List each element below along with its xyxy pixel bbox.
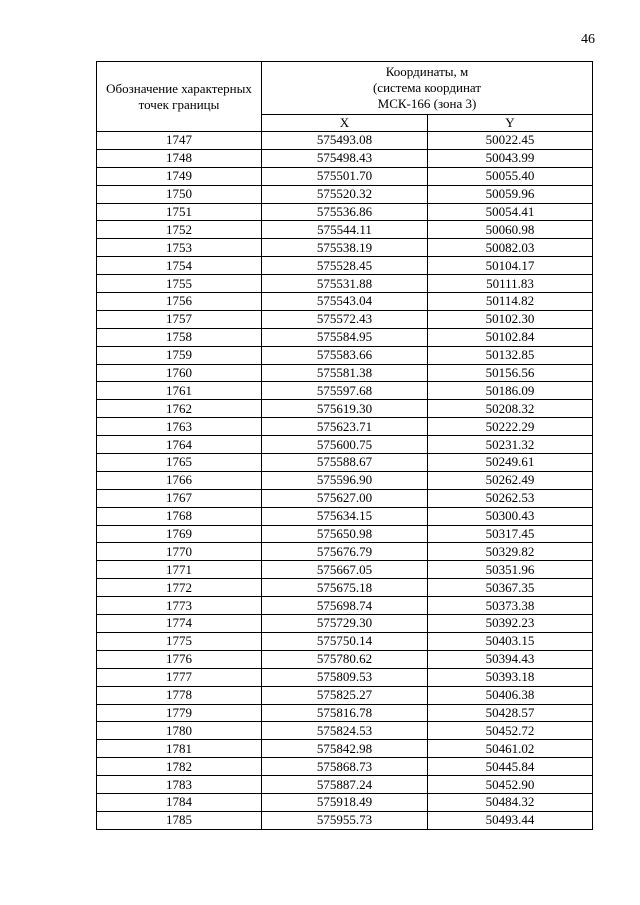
y-cell: 50392.23 [428,615,593,633]
y-cell: 50060.98 [428,221,593,239]
table-row [97,722,593,740]
x-cell: 575597.68 [262,382,428,400]
table-row [97,543,593,561]
table-row [97,704,593,722]
table-row [97,507,593,525]
point-cell: 1784 [97,793,262,811]
x-cell: 575584.95 [262,328,428,346]
x-cell: 575619.30 [262,400,428,418]
table-row [97,149,593,167]
y-cell: 50493.44 [428,811,593,829]
point-cell: 1781 [97,740,262,758]
y-cell: 50249.61 [428,454,593,472]
y-cell: 50114.82 [428,293,593,311]
point-cell: 1762 [97,400,262,418]
table-row [97,346,593,364]
y-cell: 50082.03 [428,239,593,257]
table-row [97,597,593,615]
x-cell: 575918.49 [262,793,428,811]
y-cell: 50317.45 [428,525,593,543]
x-cell: 575520.32 [262,185,428,203]
point-cell: 1776 [97,650,262,668]
y-cell: 50222.29 [428,418,593,436]
x-cell: 575531.88 [262,275,428,293]
table-row [97,471,593,489]
y-cell: 50055.40 [428,167,593,185]
y-cell: 50104.17 [428,257,593,275]
header-coordinates [262,62,593,115]
y-cell: 50452.90 [428,776,593,794]
x-cell: 575583.66 [262,346,428,364]
x-cell: 575750.14 [262,632,428,650]
y-cell: 50262.53 [428,489,593,507]
table-row [97,328,593,346]
point-cell: 1766 [97,471,262,489]
point-cell: 1775 [97,632,262,650]
x-cell: 575650.98 [262,525,428,543]
point-cell: 1754 [97,257,262,275]
x-cell: 575634.15 [262,507,428,525]
x-cell: 575675.18 [262,579,428,597]
header-coordinates-line-2: (система координат [372,80,482,95]
point-cell: 1749 [97,167,262,185]
x-cell: 575543.04 [262,293,428,311]
x-cell: 575536.86 [262,203,428,221]
x-cell: 575809.53 [262,668,428,686]
table-row [97,275,593,293]
table-row [97,668,593,686]
table-row [97,257,593,275]
table-row [97,525,593,543]
table-row [97,167,593,185]
point-cell: 1778 [97,686,262,704]
table-row [97,436,593,454]
table-row [97,364,593,382]
table-row [97,239,593,257]
x-cell: 575596.90 [262,471,428,489]
y-cell: 50373.38 [428,597,593,615]
point-cell: 1759 [97,346,262,364]
point-cell: 1783 [97,776,262,794]
coordinates-table [96,61,593,830]
y-cell: 50231.32 [428,436,593,454]
x-cell: 575623.71 [262,418,428,436]
point-cell: 1770 [97,543,262,561]
point-cell: 1761 [97,382,262,400]
x-cell: 575698.74 [262,597,428,615]
y-cell: 50428.57 [428,704,593,722]
x-cell: 575627.00 [262,489,428,507]
x-cell: 575572.43 [262,310,428,328]
table-row [97,811,593,829]
table-row [97,758,593,776]
x-cell: 575780.62 [262,650,428,668]
x-cell: 575667.05 [262,561,428,579]
point-cell: 1765 [97,454,262,472]
point-cell: 1763 [97,418,262,436]
y-cell: 50393.18 [428,668,593,686]
point-cell: 1755 [97,275,262,293]
header-coordinates-line-3: МСК-166 (зона 3) [377,96,477,111]
point-cell: 1747 [97,132,262,150]
y-cell: 50043.99 [428,149,593,167]
point-cell: 1753 [97,239,262,257]
table-row [97,615,593,633]
point-cell: 1758 [97,328,262,346]
y-cell: 50445.84 [428,758,593,776]
y-cell: 50461.02 [428,740,593,758]
table-row [97,185,593,203]
table-row [97,776,593,794]
y-cell: 50406.38 [428,686,593,704]
x-cell: 575842.98 [262,740,428,758]
point-cell: 1768 [97,507,262,525]
y-cell: 50059.96 [428,185,593,203]
point-cell: 1777 [97,668,262,686]
x-cell: 575824.53 [262,722,428,740]
point-cell: 1769 [97,525,262,543]
page-number: 46 [581,32,595,47]
table-row [97,400,593,418]
table-row [97,650,593,668]
table-row [97,793,593,811]
point-cell: 1751 [97,203,262,221]
point-cell: 1774 [97,615,262,633]
table-row [97,418,593,436]
table-row [97,454,593,472]
point-cell: 1760 [97,364,262,382]
header-point-designation: Обозначение характерных точек границы [97,62,262,132]
table-row [97,686,593,704]
x-cell: 575498.43 [262,149,428,167]
y-cell: 50394.43 [428,650,593,668]
y-cell: 50156.56 [428,364,593,382]
point-cell: 1752 [97,221,262,239]
table-row [97,579,593,597]
table-row [97,561,593,579]
y-cell: 50102.84 [428,328,593,346]
x-cell: 575887.24 [262,776,428,794]
y-cell: 50022.45 [428,132,593,150]
point-cell: 1780 [97,722,262,740]
table-row [97,221,593,239]
table-body [97,132,593,830]
x-cell: 575528.45 [262,257,428,275]
y-cell: 50403.15 [428,632,593,650]
x-cell: 575600.75 [262,436,428,454]
y-cell: 50054.41 [428,203,593,221]
header-coordinates-line-1: Координаты, м [385,64,469,79]
x-cell: 575955.73 [262,811,428,829]
point-cell: 1785 [97,811,262,829]
x-cell: 575581.38 [262,364,428,382]
y-cell: 50132.85 [428,346,593,364]
x-cell: 575729.30 [262,615,428,633]
table-row [97,132,593,150]
x-cell: 575868.73 [262,758,428,776]
table-row [97,382,593,400]
x-cell: 575816.78 [262,704,428,722]
point-cell: 1757 [97,310,262,328]
x-cell: 575538.19 [262,239,428,257]
point-cell: 1773 [97,597,262,615]
point-cell: 1767 [97,489,262,507]
header-y: Y [428,115,593,132]
point-cell: 1748 [97,149,262,167]
x-cell: 575544.11 [262,221,428,239]
table-row [97,489,593,507]
point-cell: 1771 [97,561,262,579]
y-cell: 50329.82 [428,543,593,561]
y-cell: 50186.09 [428,382,593,400]
y-cell: 50484.32 [428,793,593,811]
header-x: X [262,115,428,132]
point-cell: 1764 [97,436,262,454]
x-cell: 575493.08 [262,132,428,150]
point-cell: 1779 [97,704,262,722]
table-row [97,293,593,311]
point-cell: 1750 [97,185,262,203]
x-cell: 575676.79 [262,543,428,561]
point-cell: 1772 [97,579,262,597]
y-cell: 50367.35 [428,579,593,597]
y-cell: 50300.43 [428,507,593,525]
x-cell: 575501.70 [262,167,428,185]
y-cell: 50208.32 [428,400,593,418]
table-row [97,740,593,758]
point-cell: 1756 [97,293,262,311]
y-cell: 50262.49 [428,471,593,489]
x-cell: 575588.67 [262,454,428,472]
table-row [97,632,593,650]
x-cell: 575825.27 [262,686,428,704]
y-cell: 50351.96 [428,561,593,579]
table-row [97,203,593,221]
y-cell: 50452.72 [428,722,593,740]
y-cell: 50102.30 [428,310,593,328]
table-row [97,310,593,328]
point-cell: 1782 [97,758,262,776]
y-cell: 50111.83 [428,275,593,293]
